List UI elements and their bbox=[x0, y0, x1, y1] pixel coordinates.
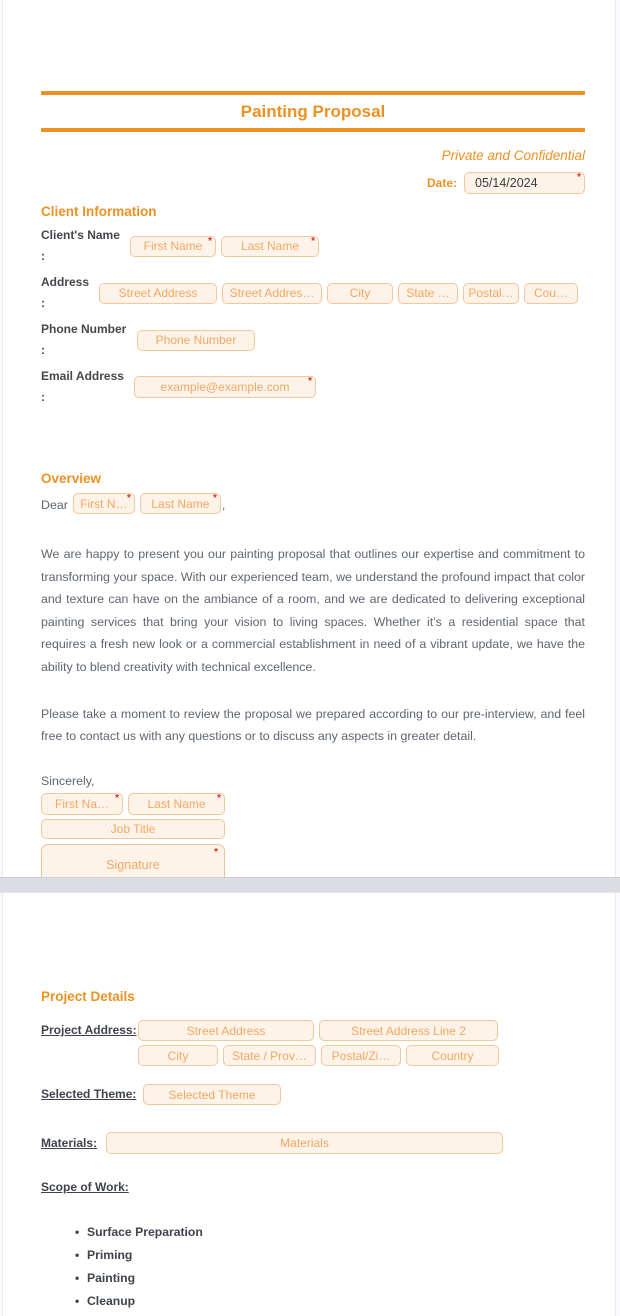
project-street-wrapper bbox=[138, 1020, 314, 1041]
date-field-wrapper bbox=[464, 172, 585, 194]
country-input[interactable] bbox=[524, 283, 578, 304]
email-label: Email Address : bbox=[41, 369, 124, 404]
title-rule-bottom bbox=[41, 128, 585, 132]
street2-wrapper bbox=[222, 283, 322, 304]
required-asterisk: * bbox=[577, 172, 581, 183]
selected-theme-label: Selected Theme: bbox=[41, 1087, 137, 1101]
address-label: Address : bbox=[41, 275, 90, 310]
project-city-wrapper bbox=[138, 1045, 218, 1066]
project-address-block bbox=[41, 1020, 585, 1066]
signer-last-wrapper bbox=[128, 793, 225, 815]
first-name-wrapper bbox=[130, 236, 216, 257]
project-city-input[interactable] bbox=[138, 1045, 218, 1066]
phone-row bbox=[41, 319, 585, 361]
project-address-label: Project Address: bbox=[41, 1023, 137, 1037]
project-state-wrapper bbox=[223, 1045, 316, 1066]
materials-label: Materials: bbox=[41, 1135, 98, 1150]
state-input[interactable] bbox=[398, 283, 458, 304]
street-wrapper bbox=[99, 283, 217, 304]
project-country-wrapper bbox=[406, 1045, 499, 1066]
document-page-2 bbox=[2, 893, 616, 1316]
city-wrapper bbox=[327, 283, 393, 304]
email-wrapper bbox=[134, 376, 316, 398]
email-input[interactable] bbox=[134, 376, 316, 398]
scope-of-work-label: Scope of Work: bbox=[41, 1180, 129, 1194]
city-input[interactable] bbox=[327, 283, 393, 304]
street-address-input[interactable] bbox=[99, 283, 217, 304]
scope-item: • Painting bbox=[75, 1271, 585, 1286]
required-asterisk: * bbox=[212, 493, 217, 504]
last-name-wrapper bbox=[221, 236, 319, 257]
project-address-row-1 bbox=[138, 1020, 499, 1041]
signer-name-row bbox=[41, 793, 585, 815]
required-asterisk: * bbox=[217, 792, 221, 804]
overview-paragraph-1: We are happy to present you our painting proposal that outlines our expertise and commitment to transforming your space. With our experienced team, we understand the profound impact that color and texture can have on the ambiance of a room, and we are dedicated to delivering exceptional painting services that bring your vision to living spaces. Whether it’s a residential space that requires a fresh new look or a commercial establishment in need of a vibrant update, we have the ability to blend creativity with technical excellence. bbox=[41, 547, 585, 674]
signature-placeholder: Signature bbox=[106, 857, 160, 872]
salutation-first-name-input[interactable] bbox=[73, 493, 135, 514]
postal-wrapper bbox=[463, 283, 519, 304]
required-asterisk: * bbox=[308, 376, 312, 387]
project-postal-wrapper bbox=[321, 1045, 401, 1066]
signer-last-name-input[interactable] bbox=[128, 793, 225, 815]
project-street2-wrapper bbox=[319, 1020, 498, 1041]
country-wrapper bbox=[524, 283, 578, 304]
project-postal-input[interactable] bbox=[321, 1045, 401, 1066]
client-last-name-input[interactable] bbox=[221, 236, 319, 257]
required-asterisk: * bbox=[311, 235, 315, 247]
required-asterisk: * bbox=[214, 846, 218, 858]
salutation-comma: , bbox=[221, 498, 226, 512]
phone-number-input[interactable] bbox=[137, 330, 255, 351]
project-country-input[interactable] bbox=[406, 1045, 499, 1066]
client-name-label: Client's Name : bbox=[41, 228, 120, 263]
client-first-name-input[interactable] bbox=[130, 236, 216, 257]
client-information-heading: Client Information bbox=[41, 204, 157, 219]
client-name-row bbox=[41, 225, 585, 267]
scope-item: • Cleanup bbox=[75, 1294, 585, 1309]
salutation-word: Dear bbox=[41, 498, 68, 512]
scope-of-work-list bbox=[75, 1225, 585, 1309]
phone-wrapper bbox=[137, 330, 255, 351]
overview-paragraph-2: Please take a moment to review the proposal we prepared according to our pre-interview, and feel free to contact us with any questions or to discuss any aspects in greater detail. bbox=[41, 706, 585, 744]
street-address-2-input[interactable] bbox=[222, 283, 322, 304]
salutation-first-wrapper bbox=[73, 493, 135, 514]
job-title-row bbox=[41, 819, 585, 839]
date-input[interactable] bbox=[464, 172, 585, 194]
phone-label: Phone Number : bbox=[41, 322, 127, 357]
required-asterisk: * bbox=[208, 235, 212, 247]
materials-row bbox=[41, 1132, 585, 1154]
materials-input[interactable] bbox=[106, 1132, 503, 1154]
postal-code-input[interactable] bbox=[463, 283, 519, 304]
sincerely-text: Sincerely, bbox=[41, 773, 95, 788]
confidential-note: Private and Confidential bbox=[441, 148, 585, 163]
overview-heading: Overview bbox=[41, 471, 102, 486]
project-address-row-2 bbox=[138, 1045, 499, 1066]
client-address-row bbox=[41, 272, 585, 314]
salutation-last-name-input[interactable] bbox=[140, 493, 221, 514]
selected-theme-row bbox=[41, 1084, 585, 1105]
scope-item: • Priming bbox=[75, 1248, 585, 1263]
signer-first-wrapper bbox=[41, 793, 123, 815]
selected-theme-wrapper bbox=[143, 1084, 281, 1105]
project-street-address-2-input[interactable] bbox=[319, 1020, 498, 1041]
document-page-1 bbox=[2, 0, 616, 877]
email-row bbox=[41, 366, 585, 408]
project-street-address-input[interactable] bbox=[138, 1020, 314, 1041]
signer-first-name-input[interactable] bbox=[41, 793, 123, 815]
job-title-wrapper bbox=[41, 819, 225, 839]
date-row bbox=[41, 172, 585, 194]
required-asterisk: * bbox=[115, 792, 119, 804]
job-title-input[interactable] bbox=[41, 819, 225, 839]
page-break-divider bbox=[0, 877, 620, 893]
client-information-form bbox=[41, 225, 585, 408]
state-wrapper bbox=[398, 283, 458, 304]
salutation-last-wrapper bbox=[140, 493, 221, 514]
selected-theme-input[interactable] bbox=[143, 1084, 281, 1105]
project-details-heading: Project Details bbox=[41, 989, 135, 1004]
required-asterisk: * bbox=[126, 493, 131, 504]
materials-wrapper bbox=[106, 1132, 503, 1154]
salutation-row bbox=[41, 493, 585, 514]
scope-item: • Surface Preparation bbox=[75, 1225, 585, 1240]
document-title: Painting Proposal bbox=[240, 102, 386, 121]
project-state-input[interactable] bbox=[223, 1045, 316, 1066]
title-rule-top bbox=[41, 91, 585, 95]
date-label: Date: bbox=[426, 176, 457, 190]
